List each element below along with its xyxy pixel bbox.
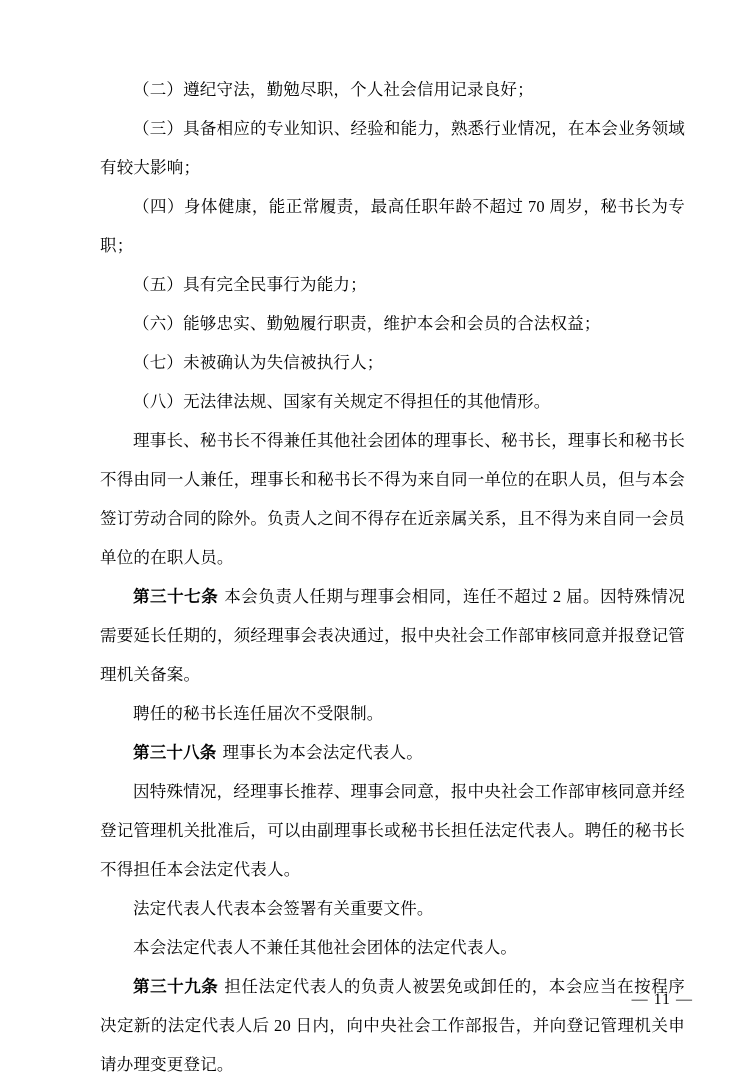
paragraph-secretary-term: 聘任的秘书长连任届次不受限制。 — [133, 704, 384, 723]
article-37-text: 本会负责人任期与理事会相同，连任不超过 2 届。因特殊情况需要延长任期的，须经理事会表决通过，报中央社会工作部审核同意并报登记管理机关备案。 — [100, 587, 685, 684]
clause-item-8: （八）无法律法规、国家有关规定不得担任的其他情形。 — [133, 392, 551, 411]
clause-item-2: （二）遵纪守法，勤勉尽职，个人社会信用记录良好； — [133, 80, 534, 99]
document-body — [100, 70, 685, 1084]
paragraph-concurrent-post-restrictions: 理事长、秘书长不得兼任其他社会团体的理事长、秘书长，理事长和秘书长不得由同一人兼任，理事长和秘书长不得为来自同一单位的在职人员，但与本会签订劳动合同的除外。负责人之间不得存在近亲属关系，且不得为来自同一会员单位的在职人员。 — [100, 431, 685, 567]
clause-item-7: （七）未被确认为失信被执行人； — [133, 353, 384, 372]
page-number: — 11 — — [631, 991, 693, 1008]
paragraph-special-case: 因特殊情况，经理事长推荐、理事会同意，报中央社会工作部审核同意并经登记管理机关批准后，可以由副理事长或秘书长担任法定代表人。聘任的秘书长不得担任本会法定代表人。 — [100, 782, 685, 879]
article-37 — [100, 577, 685, 694]
clause-item-6: （六）能够忠实、勤勉履行职责，维护本会和会员的合法权益； — [133, 314, 601, 333]
article-38-text: 理事长为本会法定代表人。 — [222, 743, 423, 762]
clause-item-5: （五）具有完全民事行为能力； — [133, 275, 367, 294]
article-39-text: 担任法定代表人的负责人被罢免或卸任的，本会应当在按程序决定新的法定代表人后 20 日内，向中央社会工作部报告，并向登记管理机关申请办理变更登记。 — [100, 977, 685, 1074]
article-37-label: 第三十七条 — [133, 587, 219, 606]
paragraph-no-concurrent-legal-rep: 本会法定代表人不兼任其他社会团体的法定代表人。 — [133, 938, 518, 957]
paragraph-sign-documents: 法定代表人代表本会签署有关重要文件。 — [133, 899, 434, 918]
clause-item-4: （四）身体健康，能正常履责，最高任职年龄不超过 70 周岁，秘书长为专职； — [100, 197, 685, 255]
clause-item-3: （三）具备相应的专业知识、经验和能力，熟悉行业情况，在本会业务领域有较大影响； — [100, 119, 685, 177]
article-38-label: 第三十八条 — [133, 743, 217, 762]
article-39-label: 第三十九条 — [133, 977, 219, 996]
article-38 — [100, 733, 685, 772]
article-39 — [100, 967, 685, 1084]
